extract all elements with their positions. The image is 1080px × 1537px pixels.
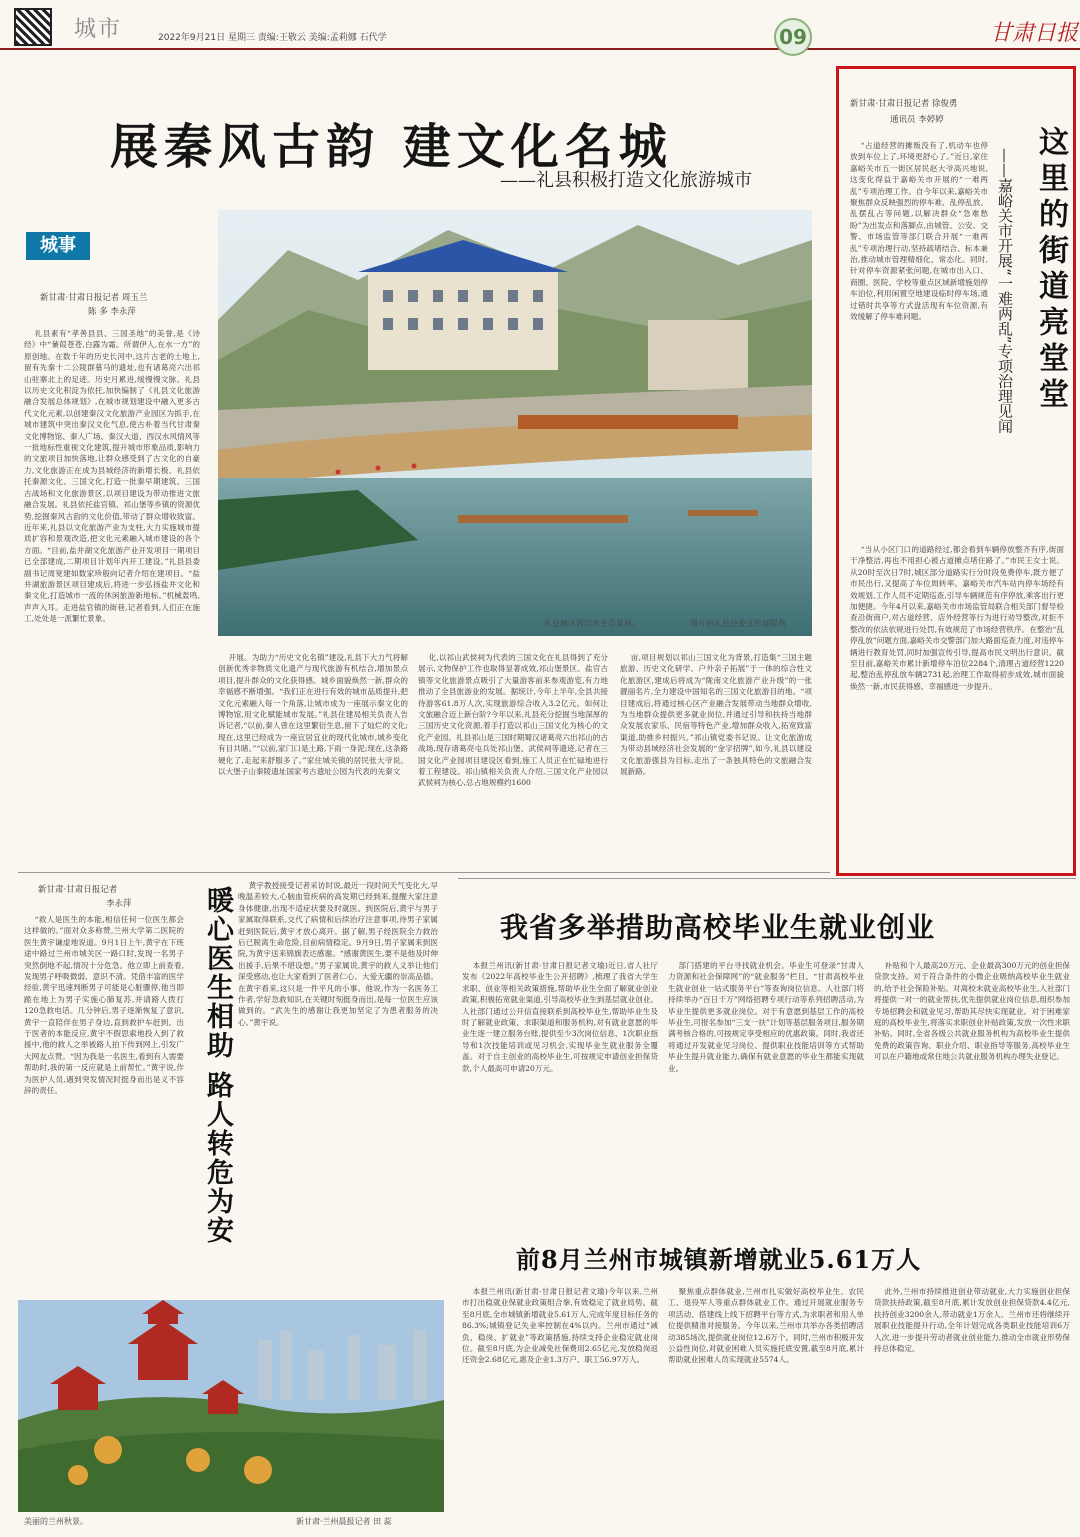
lead-subheadline: ——礼县积极打造文化旅游城市 — [500, 170, 752, 191]
graduates-body-col3: 补贴和个人最高20万元、企业最高300万元的创业担保贷款支持。对于符合条件的小微企业吸纳高校毕业生就业的,给予社会保险补贴。对离校未就业高校毕业生,人社部门将提供一对一的就业帮扶,优先提供就业岗位信息,组织参加专场招聘会和就业见习,帮助其尽快实现就业。对于困难家庭的高校毕业生,将落实求职创业补贴政策,发放一次性求职补贴。同时,全省各级公共就业服务机构为高校毕业生提供免费的政策咨询、职业介绍、职业指导等服务,高校毕业生可以在户籍地或常住地公共就业服务机构办理失业登记。 — [874, 961, 1070, 1062]
doctor-byline-1: 新甘肃·甘肃日报记者 — [38, 885, 118, 895]
city-river-photo — [218, 210, 812, 636]
lanzhou-body-col3: 此外,兰州市持续推进创业带动就业,大力实施创业担保贷款扶持政策,截至8月底,累计发放创业担保贷款4.4亿元,扶持创业3200余人,带动就业1万余人。兰州市还将继续开展职业技能提升行动,全年计划完成各类职业技能培训6万人次,进一步提升劳动者就业创业能力,推动全市就业形势保持总体稳定。 — [874, 1287, 1070, 1354]
date-editor-line: 2022年9月21日 星期三 责编:王敬云 美编:孟莉娜 石代学 — [158, 33, 387, 43]
lanzhou-body-col2: 聚焦重点群体就业,兰州市扎实做好高校毕业生、农民工、退役军人等重点群体就业工作。通过开展就业服务专项活动、搭建线上线下招聘平台等方式,为求职者和用人单位提供精准对接服务。今年以来,兰州市共举办各类招聘活动385场次,提供就业岗位12.6万个。同时,兰州市积极开发公益性岗位,对就业困难人员实施托底安置,截至8月底,累计帮助就业困难人员实现就业5574人。 — [668, 1287, 864, 1365]
graduates-top-rule — [458, 878, 1076, 879]
section-name: 城市 — [74, 17, 123, 42]
jiayuguan-body-bottom: “当从小区门口的道路经过,都会看到车辆停放整齐有序,街面干净整洁,再也不用担心被占道摊点堵住路了。”市民王女士说。从20时至次日7时,城区部分道路实行分时段免费停车,既方便了市民出行,又提高了车位周转率。嘉峪关市汽车站内停车场经有效规划,工作人员不定期巡查,引导车辆规范有序停放,乘客出行更加便捷。今年4月以来,嘉峪关市市场监管局联合相关部门督导检查沿街商户,对占道经营、店外经营等行为进行劝导整改,对拒不整改的依法依规进行处罚,有效规范了市场经营秩序。在整治“乱停乱放”问题方面,嘉峪关市交警部门加大路面巡查力度,对违停车辆进行教育处罚,同时加强宣传引导,提高市民文明出行意识。截至目前,嘉峪关市累计新增停车泊位2284个,清理占道经营1220起,整治乱停乱放车辆2731起,治理工作取得初步成效,城市面貌焕然一新,市民获得感、幸福感进一步提升。 — [850, 545, 1064, 691]
lead-headline: 展秦风古韵 建文化名城 — [110, 119, 673, 175]
doctor-byline-2: 李永萍 — [106, 899, 132, 909]
graduates-headline: 我省多举措助高校毕业生就业创业 — [500, 911, 936, 944]
lead-photo-caption: 礼县城区西汉水生态景观。 — [544, 619, 640, 628]
jiayuguan-byline-1: 新甘肃·甘肃日报记者 徐俊勇 — [850, 99, 958, 109]
lead-body-col3: 化,以祁山武侯祠为代表的三国文化在礼县得到了充分展示,文物保护工作也取得显著成效,祁山堡景区、盐官古镇等文化旅游景点吸引了大量游客前来参观游览,有力地推动了全县旅游业的发展。据统计,今年上半年,全县共接待游客61.8万人次,实现旅游综合收入3.2亿元。如何让文旅融合迈上新台阶?今年以来,礼县充分挖掘当地深厚的三国历史文化资源,着手打造以祁山三国文化为核心的文化产业园。礼县祁山是三国时期蜀汉诸葛亮六出祁山的古战场,现存诸葛亮屯兵处祁山堡、武侯祠等遗迹,记者在三国文化产业园项目建设区看到,施工人员正在忙碌地进行着工程建设。祁山镇相关负责人介绍,三国文化产业园以武侯祠为核心,总占地规模约1600 — [418, 653, 608, 788]
doctor-body-col1: “救人是医生的本能,相信任何一位医生都会这样做的。”面对众多称赞,兰州大学第二医院的医生黄宇谦虚地说道。9月1日上午,黄宇在下班途中路过兰州市城关区一路口时,发现一名男子突然倒地不起,情况十分危急。他立即上前查看,发现男子呼吸微弱、意识不清。凭借丰富的医学经验,黄宇迅速判断男子可能是心脏骤停,他当即跪在地上为男子实施心肺复苏,并请路人拨打120急救电话。几分钟后,男子逐渐恢复了意识,黄宇一直陪伴在男子身边,直到救护车赶到。出于医者的本能反应,黄宇不假思索地投入到了救援中,他的救人之举被路人拍下传到网上,引发广大网友点赞。“因为我是一名医生,看到有人需要帮助时,我的第一反应就是上前帮忙。”黄宇说,作为医护人员,遇到突发情况时挺身而出是义不容辞的责任。 — [24, 915, 184, 1096]
lead-body-col2: 开展。为助力“历史文化名镇”建设,礼县下大力气将解创新优秀非物质文化遗产与现代旅游有机结合,增加景点项目,提升群众的文化获得感。城乡面貌焕然一新,群众的幸福感不断增强。“我们正在进行有效的城市品质提升,把文化元素融入每一个角落,让城市成为一座展示秦文化的博物馆,用文化赋能城市发展。”礼县住建局相关负责人告诉记者,“以前,秦人曾在这里繁衍生息,留下了灿烂的文化;现在,这里已经成为一座宜居宜业的现代化城市,城乡变化有目共睹。”“以前,家门口是土路,下雨一身泥;现在,这条路硬化了,走起来舒服多了。”家住城关镇的居民张大爷说。以大堡子山秦陵遗址国家考古遗址公园为代表的先秦文 — [218, 653, 408, 777]
lanzhou-autumn-photo — [18, 1300, 444, 1512]
jiayuguan-subheadline: ——嘉峪关市开展“一难两乱”专项治理见闻 — [996, 148, 1014, 434]
graduates-body-col2: 部门搭建的平台寻找就业机会。毕业生可登录“甘肃人力资源和社会保障网”的“就业服务”栏目、“甘肃高校毕业生就业创业一站式服务平台”等查询岗位信息。人社部门将持续举办“百日千万”网络招聘专项行动等系列招聘活动,为毕业生提供更多就业岗位。对于有意愿到基层工作的高校毕业生,可报名参加“三支一扶”计划等基层服务项目,服务期满考核合格的,可按规定享受相应的优惠政策。同时,我省还将通过开发就业见习岗位、提供职业技能培训等方式帮助毕业生提升就业能力,确保有就业意愿的毕业生都能实现就业。 — [668, 961, 864, 1073]
lead-body-col1: 礼县素有“孝善县县、三国圣地”的美誉,是《诗经》中“蒹葭苍苍,白露为霜。所谓伊人,在水一方”的原创地。在数千年的历史长河中,这片古老的土地上,留有先秦十二公陵群墓马的遗址,也有诸葛亮六出祁山驻寨北上的足迹。历史月累进,缓慢慢文脉。礼县以历史文化积淀为依托,加快编制了《礼县文化旅游融合发展总体规划》,在城市规划建设中融入更多古代文化元素,以创建秦汉文化旅游产业园区为抓手,在城市建筑中突出秦汉文化气息,使古朴着当代甘肃秦文化博物馆、秦人广场、秦汉大道、西汉水风情风等一批地标性重视文化建筑,提升城市形象品质,影响力的文旅项目加快落地,让群众感受到了古文化的自豪力,文化旅游正在成为县城经济的新增长极。礼县依托秦源文化、三国文化,打造一批秦早期建筑、三国古战场和文化旅游景区,以项目建设为带动推进文旅融合发展。礼县依托盐官镇、祁山堡等乡镇的资源优势,挖掘秦风古韵的文化价值,带动了群众增收致富。近年来,礼县以文化旅游产业为支柱,大力实施城市提质扩容和景观改造,把文化元素融入城市建设的各个方面。“目前,盐井湖文化旅游产业开发项目一期项目已全部建成,二期项目计划年内开工建设。”礼县县委副书记周宽建如数家珍般向记者介绍在建项目。“盐井湖旅游景区项目建成后,将进一步弘扬盐井文化和秦文化,打造城市一流的休闲旅游新地标。”机械轰鸣,声声入耳。走进盐官镇的街巷,记者看到,人们正在施工,处处是一派繁忙景象。 — [24, 329, 200, 624]
lead-photo-credit: 图片由礼县县委宣传部提供 — [690, 619, 786, 628]
lead-byline-2: 陈 多 李永萍 — [88, 307, 136, 317]
lanzhou-headline: 前8月兰州市城镇新增就业5.61万人 — [516, 1245, 922, 1274]
jiayuguan-body-top: “占道经营的摊贩没有了,机动车也停放到车位上了,环境更舒心了。”近日,家住嘉峪关市五一街区居民赵大爷高兴地说,这变化得益于嘉峪关市开展的“一难两乱”专项治理工作。自今年以来,嘉峪关市聚焦群众反映强烈的停车难、乱停乱放、乱摆乱占等问题,以解决群众“急难愁盼”为出发点和落脚点,由城管、公安、交警、市场监管等部门联合开展“一难两乱”专项治理行动,坚持疏堵结合、标本兼治,推动城市管理精细化、常态化。同时,针对停车资源紧张问题,在城市出入口、商圈、医院、学校等重点区域新增施划停车泊位,利用闲置空地建设临时停车场,通过错时共享等方式盘活现有车位资源,有效缓解了停车难问题。 — [850, 141, 988, 322]
lead-body-col4: 亩,项目规划以祁山三国文化为背景,打造集“三国主题旅游、历史文化研学、户外亲子拓展”于一体的综合性文化旅游区,建成后将成为“陇南文化旅游产业升级”的一张靓丽名片,全力建设中国知名的三国文化旅游目的地。“项目建成后,将通过核心区产业融合发展带动当地群众增收,为当地群众提供更多就业岗位,并通过引导和扶持当地群众发展农家乐、民宿等特色产业,增加群众收入,拓宽致富渠道,助推乡村振兴。”祁山镇党委书记说。让文化旅游成为带动县域经济社会发展的“金字招牌”,如今,礼县以建设文化旅游强县为目标,走出了一条独具特色的文旅融合发展新路。 — [620, 653, 812, 777]
doctor-photo-caption: 美丽的兰州秋景。 — [24, 1517, 88, 1526]
pavilion-landscape-illustration — [18, 1300, 444, 1512]
doctor-headline: 暖心医生相助 路人转危为安 — [202, 886, 233, 1246]
jiayuguan-headline: 这里的街道亮堂堂 — [1033, 126, 1068, 414]
doctor-body-col2: 黄宇教授接受记者采访时说,最近一段时间天气变化大,早晚温差较大,心脑血管疾病的高发期已经到来,提醒大家注意身体健康,出现不适症状要及时就医。到医院后,黄宇与男子家属取得联系,交代了病情和后续治疗注意事项,待男子家属赶到医院后,黄宇才放心离开。据了解,男子经医院全力救治后已脱离生命危险,目前病情稳定。9月9日,男子家属来到医院,为黄宇送来锦旗表达感谢。“感谢黄医生,要不是他及时伸出援手,后果不堪设想。”男子家属说,黄宇的救人义举让他们深受感动,也让大家看到了医者仁心、大爱无疆的崇高品德。在黄宇看来,这只是一件平凡的小事。他说,作为一名医务工作者,学好急救知识,在关键时刻挺身而出,是每一位医生应该做到的。“武先生的感谢让我更加坚定了为患者服务的决心。”黄宇说。 — [238, 881, 438, 1027]
lead-byline-1: 新甘肃·甘肃日报记者 周玉兰 — [40, 293, 148, 303]
doctor-photo-credit: 新甘肃·兰州晨报记者 田 蕊 — [296, 1517, 392, 1526]
newspaper-logo: 甘肃日报 — [990, 21, 1079, 46]
qr-code-icon — [14, 8, 52, 46]
column-tag: 城事 — [26, 232, 90, 260]
masthead — [0, 0, 1080, 50]
graduates-body-col1: 本报兰州讯(新甘肃·甘肃日报记者文瑜)近日,省人社厅发布《2022年高校毕业生公开招聘》,梳理了我省大学生求职、创业等相关政策措施,帮助毕业生全面了解就业创业政策,积极拓宽就业渠道,引导高校毕业生到基层就业创业。人社部门通过公开信直接联系到高校毕业生,帮助毕业生及时了解就业政策、求职渠道和服务机构,对有就业意愿的毕业生逐一建立服务台账,提供至少3次岗位信息、1次职业指导和1次技能培训或见习机会,实现毕业生就业服务全覆盖。对于自主创业的高校毕业生,可按规定申请创业担保贷款,个人最高可申请20万元。 — [462, 961, 658, 1073]
section-divider — [18, 872, 830, 873]
river-landscape-illustration — [218, 210, 812, 636]
lanzhou-body-col1: 本报兰州讯(新甘肃·甘肃日报记者文瑜)今年以来,兰州市打出稳就业保就业政策组合拳,有效稳定了就业局势。截至8月底,全市城镇新增就业5.61万人,完成年度目标任务的86.3%;城镇登记失业率控制在4%以内。兰州市通过“减负、稳岗、扩就业”等政策措施,持续支持企业稳定就业岗位。截至8月底,为企业减免社保费用2.65亿元,发放稳岗返还资金2.68亿元,惠及企业1.3万户、职工56.97万人。 — [462, 1287, 658, 1365]
page-number-badge: 09 — [774, 18, 812, 56]
jiayuguan-byline-2: 通讯员 李婷婷 — [890, 115, 944, 125]
